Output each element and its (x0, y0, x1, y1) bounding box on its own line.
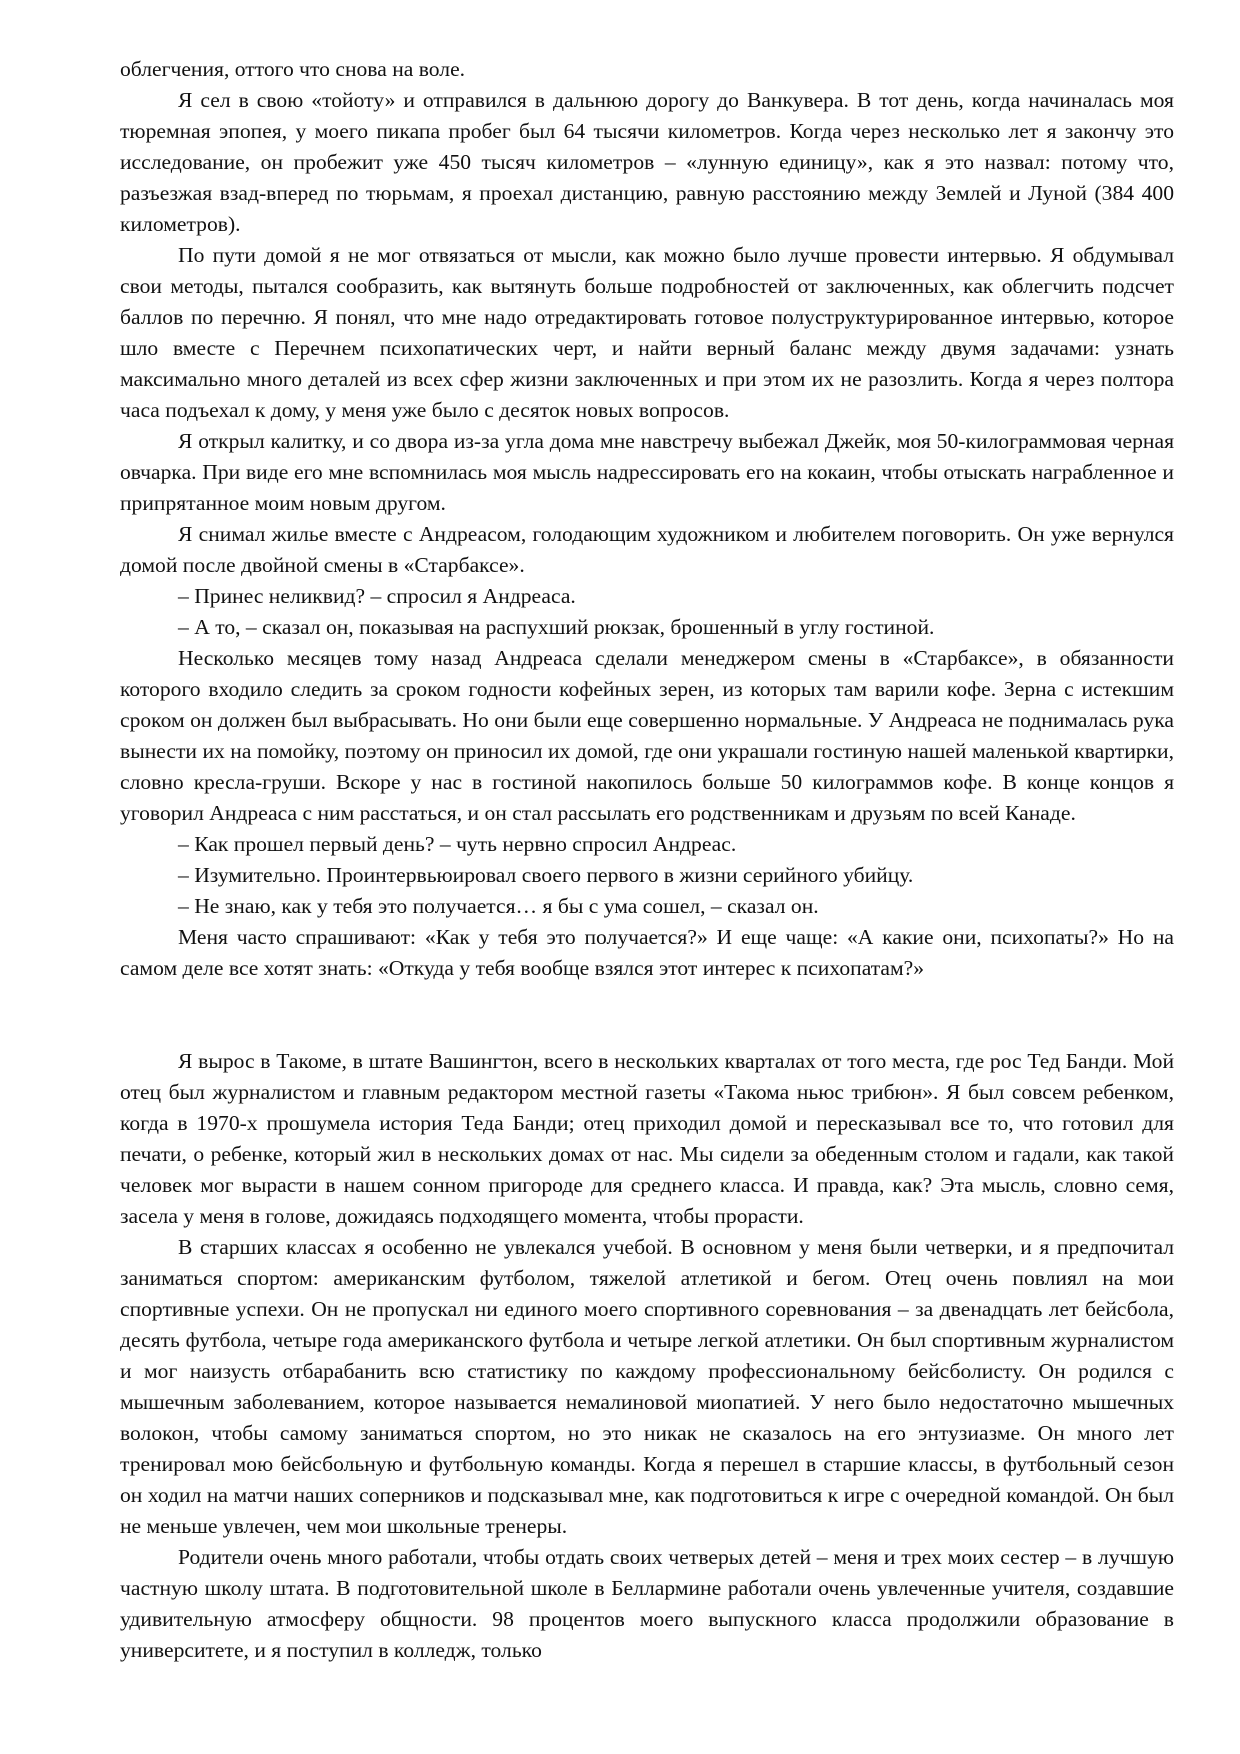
dialogue-line: – Как прошел первый день? – чуть нервно спросил Андреас. (178, 832, 737, 856)
paragraph: Родители очень много работали, чтобы отдать своих четверых детей – меня и трех моих сестер – в лучшую частную школу штата. В подготовительной школе в Беллармине работали очень увлеченные учителя, создавшие удивительную атмосферу общности. 98 процентов моего выпускного класса продолжили образование в университете, и я поступил в колледж, только (120, 1545, 1174, 1662)
dialogue-line: – Принес неликвид? – спросил я Андреаса. (178, 584, 576, 608)
paragraph: По пути домой я не мог отвязаться от мысли, как можно было лучше провести интервью. Я обдумывал свои методы, пытался сообразить, как вытянуть больше подробностей от заключенных, как облегчить подсчет баллов по перечню. Я понял, что мне надо отредактировать готовое полуструктурированное интервью, которое шло вместе с Перечнем психопатических черт, и найти верный баланс между двумя задачами: узнать максимально много деталей из всех сфер жизни заключенных и при этом их не разозлить. Когда я через полтора часа подъехал к дому, у меня уже было с десяток новых вопросов. (120, 243, 1174, 422)
document-page (120, 54, 1174, 1666)
dialogue-line: – А то, – сказал он, показывая на распухший рюкзак, брошенный в углу гостиной. (178, 615, 935, 639)
paragraph: Меня часто спрашивают: «Как у тебя это получается?» И еще чаще: «А какие они, психопаты?» Но на самом деле все хотят знать: «Откуда у тебя вообще взялся этот интерес к психопатам?» (120, 925, 1174, 980)
paragraph: Несколько месяцев тому назад Андреаса сделали менеджером смены в «Старбаксе», в обязанности которого входило следить за сроком годности кофейных зерен, из которых там варили кофе. Зерна с истекшим сроком он должен был выбрасывать. Но они были еще совершенно нормальные. У Андреаса не поднималась рука вынести их на помойку, поэтому он приносил их домой, где они украшали гостиную нашей маленькой квартирки, словно кресла-груши. Вскоре у нас в гостиной накопилось больше 50 килограммов кофе. В конце концов я уговорил Андреаса с ним расстаться, и он стал рассылать его родственникам и друзьям по всей Канаде. (120, 646, 1174, 825)
paragraph-continuation: облегчения, оттого что снова на воле. (120, 57, 466, 81)
dialogue-line: – Изумительно. Проинтервьюировал своего первого в жизни серийного убийцу. (178, 863, 914, 887)
dialogue-line: – Не знаю, как у тебя это получается… я бы с ума сошел, – сказал он. (178, 894, 819, 918)
paragraph: Я вырос в Такоме, в штате Вашингтон, всего в нескольких кварталах от того места, где рос Тед Банди. Мой отец был журналистом и главным редактором местной газеты «Такома ньюс трибюн». Я был совсем ребенком, когда в 1970-х прошумела история Теда Банди; отец приходил домой и пересказывал все то, что готовил для печати, о ребенке, который жил в нескольких домах от нас. Мы сидели за обеденным столом и гадали, как такой человек мог вырасти в нашем сонном пригороде для среднего класса. И правда, как? Эта мысль, словно семя, засела у меня в голове, дожидаясь подходящего момента, чтобы прорасти. (120, 1049, 1174, 1228)
paragraph: Я снимал жилье вместе с Андреасом, голодающим художником и любителем поговорить. Он уже вернулся домой после двойной смены в «Старбаксе». (120, 522, 1174, 577)
paragraph: Я открыл калитку, и со двора из-за угла дома мне навстречу выбежал Джейк, моя 50-килограммовая черная овчарка. При виде его мне вспомнилась моя мысль надрессировать его на кокаин, чтобы отыскать награбленное и припрятанное моим новым другом. (120, 429, 1174, 515)
paragraph: В старших классах я особенно не увлекался учебой. В основном у меня были четверки, и я предпочитал заниматься спортом: американским футболом, тяжелой атлетикой и бегом. Отец очень повлиял на мои спортивные успехи. Он не пропускал ни единого моего спортивного соревнования – за двенадцать лет бейсбола, десять футбола, четыре года американского футбола и четыре легкой атлетики. Он был спортивным журналистом и мог наизусть отбарабанить всю статистику по каждому профессиональному бейсболисту. Он родился с мышечным заболеванием, которое называется немалиновой миопатией. У него было недостаточно мышечных волокон, чтобы самому заниматься спортом, но это никак не сказалось на его энтузиазме. Он много лет тренировал мою бейсбольную и футбольную команды. Когда я перешел в старшие классы, в футбольный сезон он ходил на матчи наших соперников и подсказывал мне, как подготовиться к игре с очередной командой. Он был не меньше увлечен, чем мои школьные тренеры. (120, 1235, 1174, 1538)
section-break (120, 984, 1174, 1046)
paragraph: Я сел в свою «тойоту» и отправился в дальнюю дорогу до Ванкувера. В тот день, когда начиналась моя тюремная эпопея, у моего пикапа пробег был 64 тысячи километров. Когда через несколько лет я закончу это исследование, он пробежит уже 450 тысяч километров – «лунную единицу», как я это назвал: потому что, разъезжая взад-вперед по тюрьмам, я проехал дистанцию, равную расстоянию между Землей и Луной (384 400 километров). (120, 88, 1174, 236)
